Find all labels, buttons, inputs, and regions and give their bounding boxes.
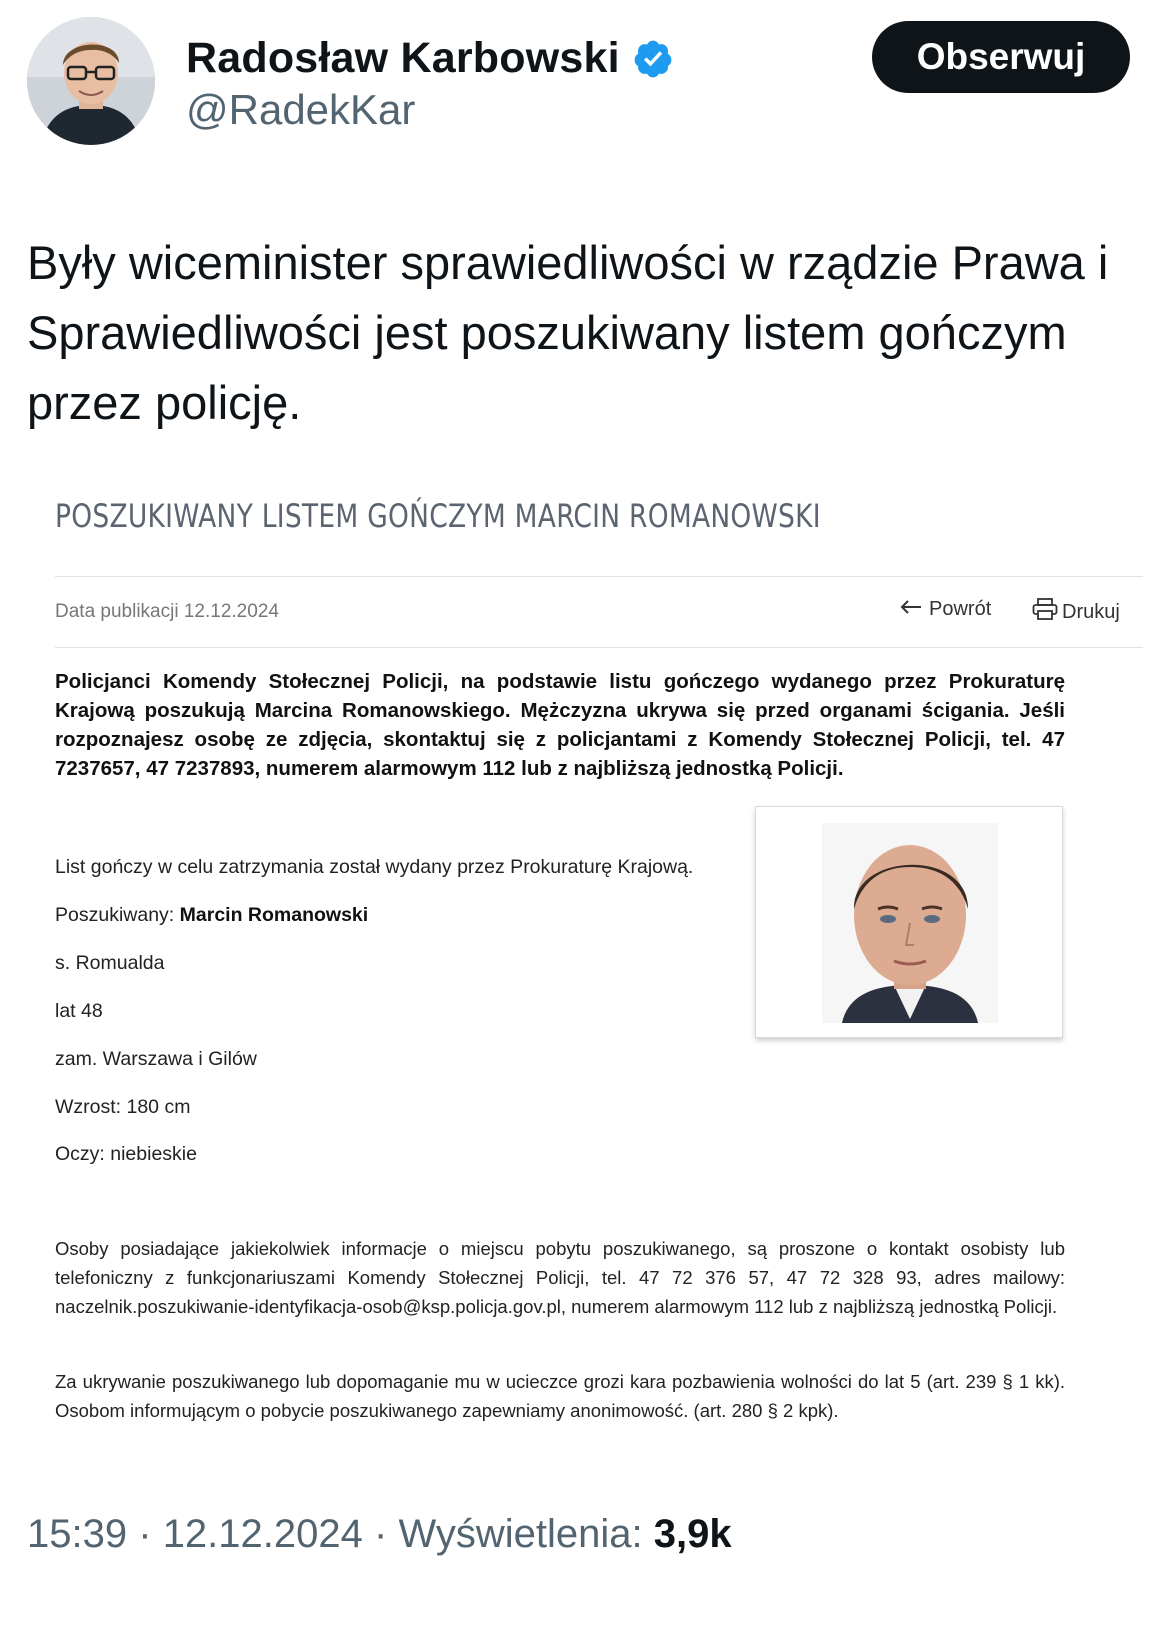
height: Wzrost: 180 cm	[55, 1096, 191, 1118]
suspect-photo	[822, 823, 998, 1023]
views-count[interactable]: 3,9k	[653, 1512, 732, 1556]
suspect-photo-frame	[755, 806, 1063, 1038]
publication-date-label: Data publikacji	[55, 601, 179, 622]
attached-document-image[interactable]	[27, 470, 1143, 1510]
wanted-person	[55, 904, 368, 927]
wanted-label: Poszukiwany:	[55, 904, 175, 926]
tweet-time[interactable]: 15:39	[27, 1512, 128, 1556]
author-avatar[interactable]	[27, 17, 155, 145]
back-link[interactable]	[899, 598, 991, 621]
author-name-row	[186, 34, 674, 83]
tweet-meta	[27, 1512, 732, 1557]
back-label: Powrót	[929, 598, 992, 620]
lead-paragraph: Policjanci Komendy Stołecznej Policji, na podstawie listu gończego wydanego przez Prokuraturę Krajową poszukują Marcina Romanowskiego. Mężczyzna ukrywa się przed organami ścigania. Jeśli rozpoznajesz osobę ze zdjęcia, skontaktuj się z policjantami z Komendy Stołecznej Policji, tel. 47 7237657, 47 7237893, numerem alarmowym 112 lub z najbliższą jednostką Policji.	[55, 670, 1065, 780]
divider	[55, 576, 1143, 577]
father-name: s. Romualda	[55, 952, 165, 974]
age: lat 48	[55, 1000, 103, 1022]
avatar-image	[27, 17, 155, 145]
author-name[interactable]: Radosław Karbowski	[186, 34, 620, 82]
wanted-name: Marcin Romanowski	[179, 904, 369, 926]
arrow-left-icon	[899, 598, 923, 621]
print-label: Drukuj	[1062, 600, 1120, 623]
verified-badge-icon[interactable]	[632, 38, 674, 80]
document-title: POSZUKIWANY LISTEM GOŃCZYM MARCIN ROMANOWSKI	[55, 497, 821, 535]
separator-dot: ·	[374, 1512, 388, 1556]
warrant-line: List gończy w celu zatrzymania został wydany przez Prokuraturę Krajową.	[55, 856, 694, 878]
residence: zam. Warszawa i Gilów	[55, 1048, 257, 1070]
eye-color: Oczy: niebieskie	[55, 1143, 197, 1165]
publication-date-value: 12.12.2024	[183, 601, 279, 622]
author-handle[interactable]: @RadekKar	[186, 86, 416, 133]
print-link[interactable]	[1032, 598, 1120, 626]
follow-button[interactable]: Obserwuj	[872, 21, 1130, 93]
tweet-date[interactable]: 12.12.2024	[162, 1512, 363, 1556]
publication-date	[55, 601, 279, 623]
separator-dot: ·	[138, 1512, 152, 1556]
views-label: Wyświetlenia:	[398, 1512, 643, 1556]
printer-icon	[1032, 598, 1058, 626]
tweet-text: Były wiceminister sprawiedliwości w rządzie Prawa i Sprawiedliwości jest poszukiwany listem gończym przez policję.	[27, 236, 1109, 429]
contact-paragraph: Osoby posiadające jakiekolwiek informacje o miejscu pobytu poszukiwanego, są proszone o kontakt osobisty lub telefoniczny z funkcjonariuszami Komendy Stołecznej Policji, tel. 47 72 376 57, 47 72 328 93, adres mailowy: naczelnik.poszukiwanie-identyfikacja-osob@ksp.policja.gov.pl, numerem alarmowym 112 lub z najbliższą jednostką Policji.	[55, 1238, 1065, 1317]
divider	[55, 647, 1143, 648]
penalty-paragraph: Za ukrywanie poszukiwanego lub dopomaganie mu w ucieczce grozi kara pozbawienia wolności do lat 5 (art. 239 § 1 kk). Osobom informującym o pobycie poszukiwanego zapewniamy anonimowość. (art. 280 § 2 kpk).	[55, 1371, 1065, 1421]
